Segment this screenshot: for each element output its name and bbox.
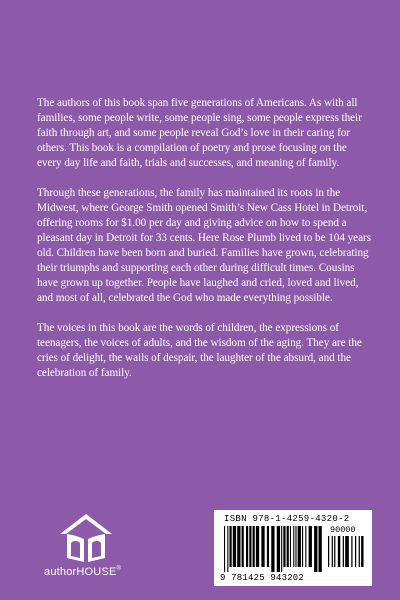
- blurb-paragraph-2: Through these generations, the family has maintained its roots in the Midwest, where George Smith opened Smith’s New Cass Hotel in Detroit, offering rooms for $1.00 per day and giving advice on how to spend a pleasant day in Detroit for 33 cents. Here Rose Plumb lived to be 104 years old. Children have been born and buried. Families have grown, celebrating their triumphs and supporting each other during difficult times. Cousins have grown up together. People have laughed and cried, loved and lived, and most of all, celebrated the God who made everything possible.: [37, 187, 371, 304]
- publisher-name: [44, 566, 121, 578]
- blurb-paragraph-3: The voices in this book are the words of children, the expressions of teenagers, the voices of adults, and the wisdom of the aging. They are the cries of delight, the wails of despair, the laughter of the absurd, and the celebration of family.: [37, 322, 362, 379]
- house-book-icon: [58, 512, 114, 564]
- ean-digits: 9 781425 943202: [220, 573, 305, 583]
- price-addon-number: 90000: [330, 525, 356, 535]
- ean-barcode: [224, 526, 324, 572]
- addon-barcode: [328, 536, 366, 572]
- publisher-name-text: authorHOUSE: [44, 566, 117, 578]
- registered-mark: ®: [116, 566, 122, 572]
- publisher-logo: [44, 512, 130, 584]
- back-cover-blurb: [37, 96, 373, 396]
- isbn-label: ISBN 978-1-4259-4320-2: [224, 514, 350, 524]
- blurb-paragraph-1: The authors of this book span five generations of Americans. As with all families, some people write, some people sing, some people express their faith through art, and some people reveal God’s love in their caring for others. This book is a compilation of poetry and prose focusing on the every day life and faith, trials and successes, and meaning of family.: [37, 97, 362, 169]
- isbn-barcode-box: [214, 510, 372, 586]
